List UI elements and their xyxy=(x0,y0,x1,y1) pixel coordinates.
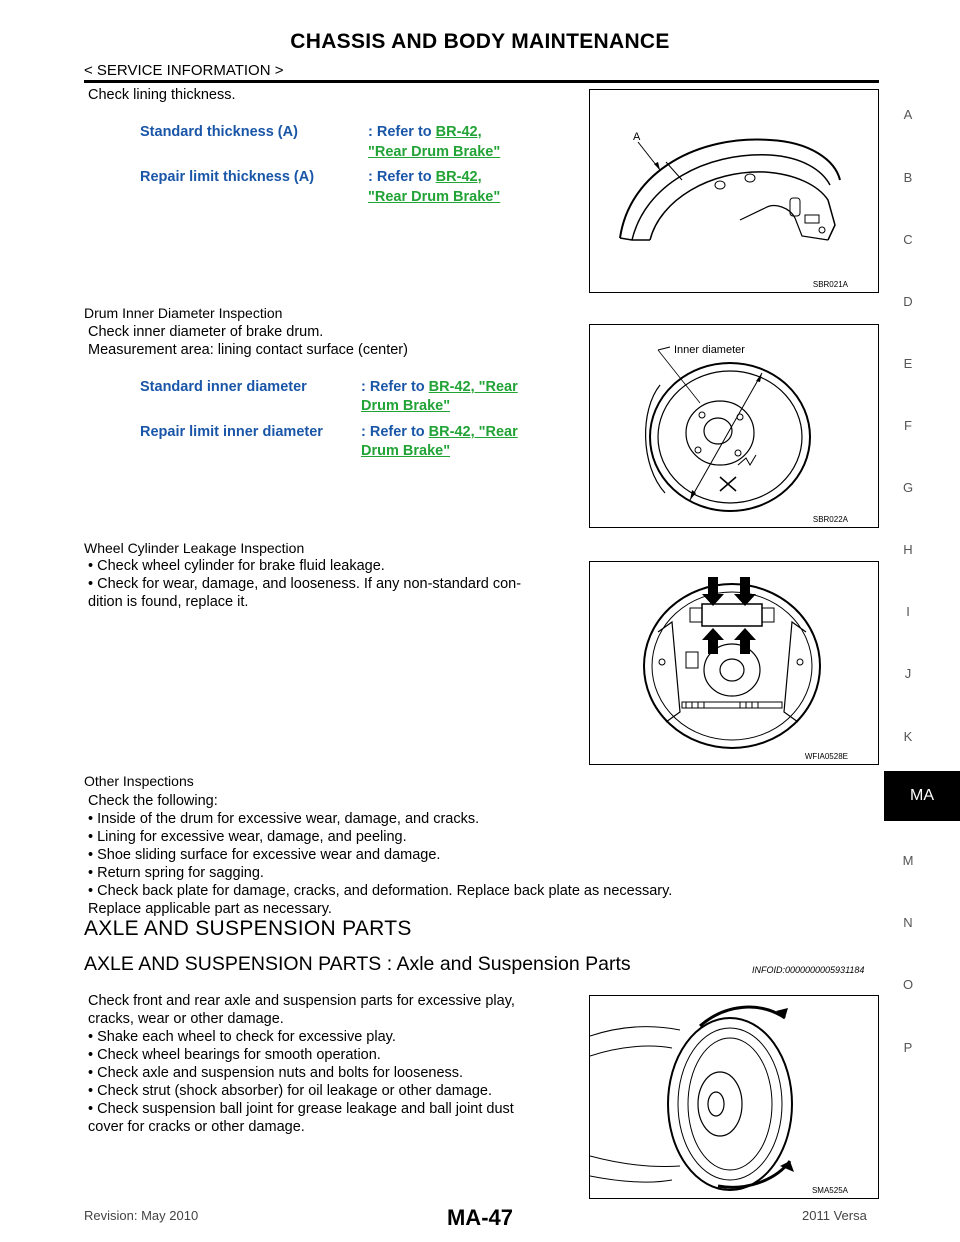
lining-intro: Check lining thickness. xyxy=(88,87,236,103)
spec-link-cont xyxy=(368,189,500,205)
spec-link-cont xyxy=(361,398,450,414)
other-line: • Check back plate for damage, cracks, and deformation. Replace back plate as necessary. xyxy=(88,883,673,899)
axle-line: • Shake each wheel to check for excessive play. xyxy=(88,1029,396,1045)
brake-drum-figure xyxy=(589,324,879,528)
wheel-illustration xyxy=(590,996,878,1198)
side-index-tab-active[interactable]: MA xyxy=(884,771,960,821)
axle-line: • Check wheel bearings for smooth operation. xyxy=(88,1047,381,1063)
page-title: CHASSIS AND BODY MAINTENANCE xyxy=(290,30,670,53)
spec-link[interactable]: "Rear Drum Brake" xyxy=(368,144,501,160)
side-index-item[interactable]: E xyxy=(903,356,913,371)
side-index-item[interactable]: A xyxy=(903,107,913,122)
side-index-item[interactable]: H xyxy=(903,542,913,557)
axle-line: • Check strut (shock absorber) for oil leakage or other damage. xyxy=(88,1083,493,1099)
side-index-item[interactable]: C xyxy=(903,232,913,247)
spec-label: Repair limit inner diameter xyxy=(140,424,323,440)
figure-label-inner-diameter: Inner diameter xyxy=(674,344,745,356)
page-number: MA-47 xyxy=(446,1205,513,1230)
spec-refer: : Refer to BR-42, xyxy=(368,124,482,140)
spec-link[interactable]: Drum Brake" xyxy=(361,398,451,414)
brake-shoe-illustration xyxy=(590,90,878,292)
figure-marker-a: A xyxy=(633,131,641,143)
subsection-title: AXLE AND SUSPENSION PARTS : Axle and Suspension Parts xyxy=(84,953,631,975)
spec-label: Standard inner diameter xyxy=(140,379,307,395)
spec-link[interactable]: BR-42, "Rear xyxy=(428,379,518,395)
other-heading: Other Inspections xyxy=(84,773,194,789)
bullet-item: • Check wheel cylinder for brake fluid leakage. xyxy=(88,558,385,574)
side-index-item[interactable]: F xyxy=(904,418,912,433)
wheel-play-figure xyxy=(589,995,879,1199)
side-index-item[interactable]: I xyxy=(906,604,910,619)
axle-line: • Check axle and suspension nuts and bolts for looseness. xyxy=(88,1065,464,1081)
axle-line: Check front and rear axle and suspension parts for excessive play, xyxy=(88,993,515,1009)
footer-revision: Revision: May 2010 xyxy=(84,1208,199,1223)
spec-label: Repair limit thickness (A) xyxy=(140,169,315,185)
drum-line: Measurement area: lining contact surface (center) xyxy=(88,342,408,358)
figure-code: WFIA0528E xyxy=(804,752,848,761)
axle-line: cover for cracks or other damage. xyxy=(88,1119,305,1135)
figure-code: SBR021A xyxy=(812,280,848,289)
spec-label: Standard thickness (A) xyxy=(140,124,298,140)
spec-link[interactable]: BR-42, xyxy=(435,124,482,140)
side-index-item[interactable]: K xyxy=(903,729,913,744)
side-index-item[interactable]: B xyxy=(903,170,913,185)
spec-refer: : Refer to BR-42, xyxy=(368,169,482,185)
spec-link[interactable]: BR-42, "Rear xyxy=(428,424,518,440)
axle-line: • Check suspension ball joint for grease leakage and ball joint dust xyxy=(88,1101,514,1117)
breadcrumb: < SERVICE INFORMATION > xyxy=(84,62,284,79)
spec-link-cont xyxy=(368,144,500,160)
side-index-item[interactable]: O xyxy=(902,977,914,992)
side-index-item[interactable]: G xyxy=(902,480,914,495)
brake-shoe-figure xyxy=(589,89,879,293)
spec-refer: : Refer to BR-42, "Rear xyxy=(361,379,518,395)
bullet-item: • Check for wear, damage, and looseness. If any non-standard con- xyxy=(88,576,522,592)
spec-link[interactable]: "Rear Drum Brake" xyxy=(368,189,501,205)
spec-link[interactable]: Drum Brake" xyxy=(361,443,451,459)
back-plate-illustration xyxy=(590,562,878,764)
other-line: • Shoe sliding surface for excessive wear and damage. xyxy=(88,847,441,863)
bullet-item: dition is found, replace it. xyxy=(88,594,249,610)
drum-heading: Drum Inner Diameter Inspection xyxy=(84,305,283,321)
other-line: • Lining for excessive wear, damage, and peeling. xyxy=(88,829,407,845)
other-line: • Inside of the drum for excessive wear, damage, and cracks. xyxy=(88,811,480,827)
side-index-item[interactable]: D xyxy=(903,294,913,309)
side-index-item[interactable]: P xyxy=(903,1040,913,1055)
info-id: INFOID:0000000005931184 xyxy=(752,965,865,975)
spec-refer: : Refer to BR-42, "Rear xyxy=(361,424,518,440)
spec-link[interactable]: BR-42, xyxy=(435,169,482,185)
side-index-item[interactable]: J xyxy=(904,666,912,681)
other-line: • Return spring for sagging. xyxy=(88,865,264,881)
drum-line: Check inner diameter of brake drum. xyxy=(88,324,324,340)
side-index-item[interactable]: N xyxy=(903,915,913,930)
brake-drum-illustration xyxy=(590,325,878,527)
axle-line: cracks, wear or other damage. xyxy=(88,1011,284,1027)
other-line: Check the following: xyxy=(88,793,218,809)
spec-link-cont xyxy=(361,443,450,459)
figure-code: SBR022A xyxy=(812,515,848,524)
side-index-item[interactable]: M xyxy=(902,853,914,868)
figure-code: SMA525A xyxy=(811,1186,848,1195)
wheel-cylinder-heading: Wheel Cylinder Leakage Inspection xyxy=(84,540,305,556)
section-title: AXLE AND SUSPENSION PARTS xyxy=(84,917,412,940)
wheel-cylinder-figure xyxy=(589,561,879,765)
other-line: Replace applicable part as necessary. xyxy=(88,901,332,917)
header-rule xyxy=(84,80,879,83)
footer-model: 2011 Versa xyxy=(802,1208,867,1223)
